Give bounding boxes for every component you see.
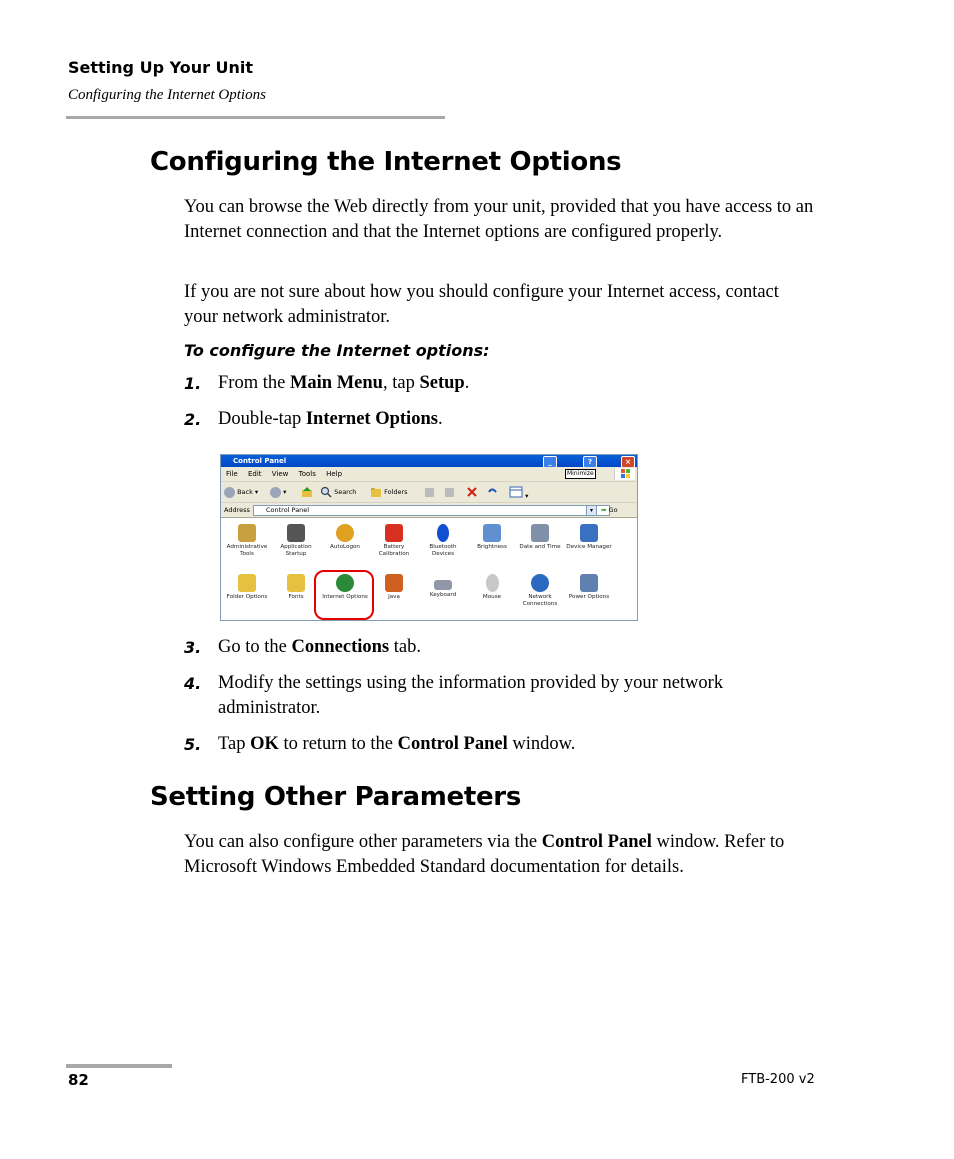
brightness-icon	[483, 524, 501, 542]
java-icon	[385, 574, 403, 592]
up-folder-button[interactable]	[301, 486, 313, 498]
delete-icon	[466, 486, 478, 498]
autologon-item[interactable]: AutoLogon	[320, 524, 370, 551]
step-4-text: Modify the settings using the information provided by your network administrator.	[218, 673, 724, 718]
delete-button[interactable]	[466, 486, 478, 498]
header-rule	[66, 116, 445, 119]
close-window-icon[interactable]: ×	[621, 456, 635, 468]
mouse-icon	[486, 574, 499, 592]
battery-calibration-icon	[385, 524, 403, 542]
step-number: 2.	[184, 410, 202, 429]
step-3-text: Go to the Connections tab.	[218, 637, 421, 657]
application-startup-item[interactable]: Application Startup	[271, 524, 321, 558]
undo-icon	[486, 486, 498, 498]
section-heading-internet-options: Configuring the Internet Options	[150, 147, 622, 177]
folder-options-icon	[238, 574, 256, 592]
minimize-window-icon[interactable]: _	[543, 456, 557, 468]
menu-edit[interactable]: Edit	[247, 470, 262, 478]
move-to-icon	[424, 486, 436, 498]
fonts-item[interactable]: Fonts	[271, 574, 321, 601]
folder-options-item[interactable]: Folder Options	[222, 574, 272, 601]
power-options-icon	[580, 574, 598, 592]
administrative-tools-icon	[238, 524, 256, 542]
window-title: Control Panel	[233, 457, 287, 465]
menu-file[interactable]: File	[226, 470, 238, 478]
windows-logo-icon	[614, 468, 635, 480]
folders-button[interactable]: Folders	[370, 486, 408, 498]
go-button[interactable]: ➡ Go	[601, 506, 618, 514]
menu-bar	[221, 467, 637, 482]
administrative-tools-item[interactable]: Administrative Tools	[222, 524, 272, 558]
copy-to-button[interactable]	[444, 486, 456, 498]
procedure-title: To configure the Internet options:	[184, 341, 490, 360]
menu-tools[interactable]: Tools	[298, 470, 316, 478]
device-manager-icon	[580, 524, 598, 542]
step-number: 5.	[184, 735, 202, 754]
step-number: 4.	[184, 674, 202, 693]
undo-button[interactable]	[486, 486, 498, 498]
minimize-button[interactable]: Minimize	[567, 470, 594, 477]
network-connections-item[interactable]: Network Connections	[515, 574, 565, 608]
address-bar	[221, 503, 637, 518]
step-1-text: From the Main Menu, tap Setup.	[218, 373, 470, 393]
step-number: 3.	[184, 638, 202, 657]
section-heading-other-parameters: Setting Other Parameters	[150, 782, 522, 812]
internet-options-highlight	[314, 570, 374, 620]
network-connections-icon	[531, 574, 549, 592]
date-and-time-icon	[531, 524, 549, 542]
brightness-item[interactable]: Brightness	[467, 524, 517, 551]
power-options-item[interactable]: Power Options	[564, 574, 614, 601]
document-id: FTB-200 v2	[741, 1072, 815, 1087]
forward-arrow-icon	[270, 487, 281, 498]
search-button[interactable]: Search	[320, 486, 356, 498]
folders-icon	[370, 486, 382, 498]
application-startup-icon	[287, 524, 305, 542]
step-5-text: Tap OK to return to the Control Panel window.	[218, 734, 576, 754]
address-input[interactable]: Control Panel	[253, 505, 610, 516]
keyboard-item[interactable]: Keyboard	[418, 574, 468, 599]
date-and-time-item[interactable]: Date and Time	[515, 524, 565, 551]
back-button[interactable]: Back ▾	[224, 486, 258, 498]
window-titlebar	[221, 455, 637, 467]
intro-paragraph: You can browse the Web directly from your unit, provided that you have access to an Internet connection and that the Internet options are configured properly.	[184, 197, 814, 242]
control-panel-screenshot	[220, 454, 638, 621]
footer-rule	[66, 1064, 172, 1068]
java-item[interactable]: Java	[369, 574, 419, 601]
address-label: Address	[224, 506, 250, 514]
search-icon	[320, 486, 332, 498]
address-dropdown-icon[interactable]: ▾	[586, 505, 597, 516]
battery-calibration-item[interactable]: Battery Calibration	[369, 524, 419, 558]
copy-to-icon	[444, 486, 456, 498]
menu-help[interactable]: Help	[326, 470, 343, 478]
step-2-text: Double-tap Internet Options.	[218, 409, 443, 429]
device-manager-item[interactable]: Device Manager	[564, 524, 614, 551]
toolbar	[221, 482, 637, 503]
admin-paragraph: If you are not sure about how you should configure your Internet access, contact your network administrator.	[184, 282, 779, 327]
keyboard-icon	[434, 580, 452, 590]
back-arrow-icon	[224, 487, 235, 498]
help-window-icon[interactable]: ?	[583, 456, 597, 468]
move-to-button[interactable]	[424, 486, 436, 498]
mouse-item[interactable]: Mouse	[467, 574, 517, 601]
views-button[interactable]: ▾	[509, 486, 528, 498]
running-header-section: Configuring the Internet Options	[68, 87, 266, 103]
forward-button[interactable]: ▾	[270, 486, 286, 498]
step-number: 1.	[184, 374, 202, 393]
fonts-icon	[287, 574, 305, 592]
up-folder-icon	[301, 486, 313, 498]
other-parameters-paragraph: You can also configure other parameters via the Control Panel window. Refer to Microsoft Windows Embedded Standard documentation for details.	[184, 832, 785, 877]
menu-view[interactable]: View	[271, 470, 289, 478]
bluetooth-icon	[437, 524, 449, 542]
running-header-chapter: Setting Up Your Unit	[68, 58, 254, 77]
page-number: 82	[68, 1071, 89, 1089]
autologon-icon	[336, 524, 354, 542]
internet-options-item[interactable]: Internet Options	[320, 574, 370, 601]
bluetooth-devices-item[interactable]: Bluetooth Devices	[418, 524, 468, 558]
views-icon	[509, 486, 523, 498]
